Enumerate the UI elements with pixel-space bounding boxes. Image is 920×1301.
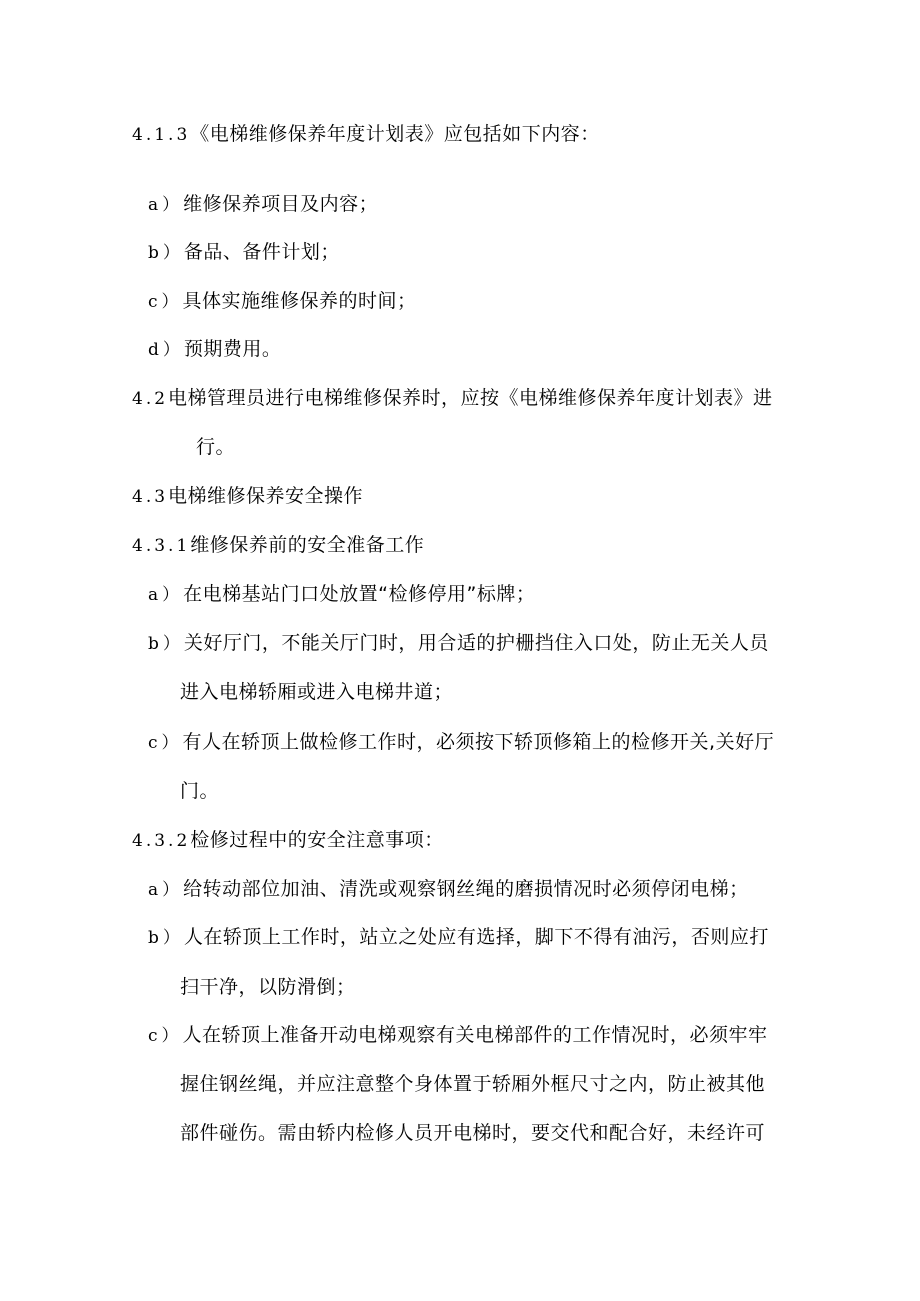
list-marker: c） bbox=[148, 733, 183, 753]
list-text: 具体实施维修保养的时间； bbox=[182, 290, 417, 312]
clause-4-2-continuation bbox=[196, 435, 235, 459]
list-text: 关好厅门，不能关厅门时，用合适的护栅挡住入口处，防止无关人员 bbox=[183, 632, 769, 654]
list-item-b bbox=[148, 925, 769, 950]
clause-text: 检修过程中的安全注意事项： bbox=[190, 829, 444, 851]
clause-4-3-2 bbox=[132, 828, 444, 853]
list-text: 部件碰伤。需由轿内检修人员开电梯时，要交代和配合好，未经许可 bbox=[180, 1122, 766, 1144]
list-text: 给转动部位加油、清洗或观察钢丝绳的磨损情况时必须停闭电梯； bbox=[183, 878, 749, 900]
list-item-continuation bbox=[180, 779, 219, 803]
list-marker: b） bbox=[148, 243, 184, 263]
list-item-a bbox=[148, 877, 749, 902]
list-item-b bbox=[148, 240, 340, 265]
list-text: 维修保养项目及内容； bbox=[183, 193, 379, 215]
list-marker: c） bbox=[148, 1026, 183, 1046]
clause-4-1-3 bbox=[132, 122, 600, 147]
list-item-d bbox=[148, 337, 281, 362]
list-item-continuation bbox=[180, 975, 356, 999]
list-marker: a） bbox=[148, 880, 184, 900]
list-text: 有人在轿顶上做检修工作时，必须按下轿顶修箱上的检修开关,关好厅 bbox=[182, 731, 775, 753]
clause-number: 4.3.1 bbox=[132, 536, 191, 556]
clause-text: 维修保养前的安全准备工作 bbox=[190, 534, 425, 556]
list-item-c bbox=[148, 730, 774, 755]
clause-4-3-1 bbox=[132, 533, 424, 558]
list-marker: a） bbox=[148, 195, 184, 215]
clause-text: 行。 bbox=[196, 436, 236, 458]
clause-text: 电梯维修保养安全操作 bbox=[168, 485, 364, 507]
list-text: 人在轿顶上准备开动电梯观察有关电梯部件的工作情况时，必须牢牢 bbox=[182, 1024, 768, 1046]
list-text: 备品、备件计划； bbox=[183, 241, 340, 263]
clause-4-3 bbox=[132, 484, 363, 509]
list-marker: a） bbox=[148, 585, 184, 605]
list-item-c bbox=[148, 289, 417, 314]
list-marker: d） bbox=[148, 340, 184, 360]
clause-number: 4.3 bbox=[132, 487, 169, 507]
list-text: 握住钢丝绳，并应注意整个身体置于轿厢外框尺寸之内，防止被其他 bbox=[180, 1073, 766, 1095]
list-item-a bbox=[148, 582, 535, 607]
list-item-continuation bbox=[180, 1121, 765, 1145]
clause-number: 4.2 bbox=[132, 389, 169, 409]
list-text: 人在轿顶上工作时，站立之处应有选择，脚下不得有油污，否则应打 bbox=[183, 926, 769, 948]
clause-4-2 bbox=[132, 386, 773, 411]
list-text: 进入电梯轿厢或进入电梯井道； bbox=[180, 681, 454, 703]
list-text: 扫干净，以防滑倒； bbox=[180, 976, 356, 998]
list-item-c bbox=[148, 1023, 768, 1048]
clause-number: 4.3.2 bbox=[132, 831, 191, 851]
list-marker: c） bbox=[148, 292, 183, 312]
list-item-b bbox=[148, 631, 769, 656]
clause-text: 电梯管理员进行电梯维修保养时，应按《电梯维修保养年度计划表》进 bbox=[168, 387, 773, 409]
clause-text: 《电梯维修保养年度计划表》应包括如下内容： bbox=[190, 123, 600, 145]
list-item-continuation bbox=[180, 1072, 765, 1096]
list-text: 门。 bbox=[180, 780, 220, 802]
clause-number: 4.1.3 bbox=[132, 125, 191, 145]
list-item-a bbox=[148, 192, 378, 217]
list-text: 预期费用。 bbox=[183, 338, 282, 360]
list-item-continuation bbox=[180, 680, 453, 704]
list-marker: b） bbox=[148, 634, 184, 654]
list-text: 在电梯基站门口处放置“检修停用”标牌； bbox=[183, 583, 536, 605]
list-marker: b） bbox=[148, 928, 184, 948]
